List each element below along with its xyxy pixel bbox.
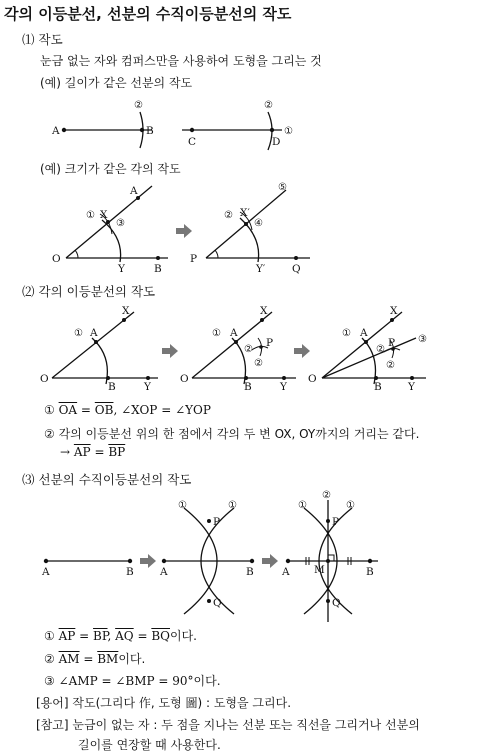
diagram-bisector-step-1	[40, 305, 158, 393]
bisector-property-text: 각의 이등분선 위의 한 점에서 각의 두 변 OX, OY까지의 거리는 같다.	[58, 427, 420, 441]
point-m	[326, 559, 330, 563]
step-2-label: ②	[244, 344, 253, 355]
step-2-label: ②	[254, 358, 263, 369]
diagram-perp-bisector-step-1	[41, 559, 134, 578]
label-q: Q	[332, 597, 341, 609]
step-3-label: ③	[418, 334, 427, 345]
label-m: M	[314, 564, 325, 576]
diagram-bisector-step-2	[180, 305, 296, 393]
angle-equality: , ∠XOP = ∠YOP	[113, 403, 211, 417]
point-b	[128, 559, 132, 563]
diagram-equal-segment-copy	[182, 100, 293, 150]
section-2-title: 각의 이등분선의 작도	[38, 284, 156, 299]
point-a	[234, 340, 238, 344]
step-2-label: ②	[376, 344, 385, 355]
label-b: B	[244, 381, 252, 393]
angle-mark	[75, 250, 78, 258]
arrow-icon	[140, 554, 156, 568]
item-number: ②	[44, 427, 55, 441]
label-a: A	[42, 566, 50, 578]
item-number: ①	[44, 629, 55, 643]
point-x	[390, 318, 394, 322]
step-1-label: ①	[228, 500, 237, 511]
segment-bq: $\overline{BQ}$	[151, 629, 170, 643]
label-b: B	[154, 263, 162, 275]
step-1-label: ①	[212, 328, 221, 339]
point-q	[294, 256, 298, 260]
label-b: B	[108, 381, 116, 393]
label-o: O	[308, 373, 317, 385]
section-2-number: ⑵	[22, 284, 35, 299]
label-a: A	[130, 185, 138, 197]
arrow-icon	[176, 224, 192, 238]
equals: =	[75, 629, 94, 643]
label-y: Y	[118, 263, 125, 275]
segment-ap: $\overline{AP}$	[58, 629, 76, 643]
point-b	[250, 559, 254, 563]
equals: =	[90, 445, 109, 459]
label-a: A	[90, 327, 98, 339]
label-p: P	[266, 337, 274, 349]
section-1-title: 작도	[38, 32, 63, 47]
segment-aq: $\overline{AQ}$	[115, 629, 134, 643]
example-2-caption: (예) 크기가 같은 각의 작도	[40, 162, 181, 176]
label-b: B	[246, 566, 254, 578]
step-1-label: ①	[284, 126, 293, 137]
definition-text: 눈금 없는 자와 컴퍼스만을 사용하여 도형을 그리는 것	[40, 54, 322, 68]
point-x	[122, 318, 126, 322]
item-number: ③	[44, 674, 55, 688]
step-3-label: ③	[116, 218, 125, 229]
note-line-2: 길이를 연장할 때 사용한다.	[78, 738, 221, 752]
step-2-label: ②	[322, 490, 331, 501]
label-q: Q	[213, 597, 222, 609]
label-q: Q	[292, 263, 301, 275]
segment-bp: $\overline{BP}$	[108, 445, 126, 459]
label-a: A	[52, 125, 60, 137]
label-x: X	[390, 305, 398, 317]
right-angle-statement: ∠AMP = ∠BMP = 90°이다.	[58, 674, 221, 688]
label-b: B	[146, 125, 154, 137]
item-number: ①	[44, 403, 55, 417]
arrow-right-2	[162, 344, 178, 358]
term-text: 작도(그리다 作, 도형 圖) : 도형을 그리다.	[72, 696, 292, 710]
segment-ap: $\overline{AP}$	[73, 445, 91, 459]
bisector-ray	[322, 338, 416, 378]
arrow-right-3	[294, 344, 310, 358]
segment-am: $\overline{AM}$	[58, 652, 80, 666]
step-1-label: ①	[346, 500, 355, 511]
diagram-perp-bisector-step-3	[281, 490, 378, 622]
point-x	[260, 318, 264, 322]
point-y	[146, 376, 150, 380]
label-x-prime: X′	[240, 207, 250, 219]
label-o: O	[40, 373, 49, 385]
point-p	[259, 345, 263, 349]
sentence-end: 이다.	[118, 652, 146, 666]
diagram-equal-angle-copy	[190, 182, 310, 275]
step-2-label: ②	[134, 100, 143, 111]
point-a	[44, 559, 48, 563]
label-b: B	[366, 566, 374, 578]
arrow-right-4	[140, 554, 156, 568]
point-p	[207, 519, 211, 523]
point-y	[410, 376, 414, 380]
label-d: D	[272, 136, 281, 148]
section-3-title: 선분의 수직이등분선의 작도	[38, 472, 192, 487]
point-p	[326, 519, 330, 523]
step-1-label: ①	[342, 328, 351, 339]
label-b: B	[126, 566, 134, 578]
step-1-label: ①	[178, 500, 187, 511]
label-p: P	[388, 337, 396, 349]
point-q	[326, 599, 330, 603]
point-b	[244, 376, 248, 380]
point-q	[207, 599, 211, 603]
point-a	[286, 559, 290, 563]
point-b	[106, 376, 110, 380]
label-p: P	[213, 516, 221, 528]
point-c	[190, 128, 194, 132]
page-title: 각의 이등분선, 선분의 수직이등분선의 작도	[4, 5, 292, 23]
arrow-icon	[162, 344, 178, 358]
ray-ox	[52, 312, 134, 378]
diagram-equal-segment-source	[51, 100, 154, 148]
arrow-icon	[294, 344, 310, 358]
label-x: X	[122, 305, 130, 317]
arrow-right-5	[262, 554, 278, 568]
label-b: B	[374, 381, 382, 393]
step-1-label: ①	[86, 210, 95, 221]
label-o: O	[180, 373, 189, 385]
step-5-label: ⑤	[278, 182, 287, 193]
point-a	[94, 340, 98, 344]
point-a	[62, 128, 66, 132]
term-tag: [용어]	[36, 696, 69, 710]
point-b	[374, 376, 378, 380]
label-a: A	[230, 327, 238, 339]
arrow-icon	[262, 554, 278, 568]
label-a: A	[160, 566, 168, 578]
diagram-equal-angle-source	[52, 185, 168, 275]
step-2-label: ②	[224, 210, 233, 221]
equals: =	[79, 652, 98, 666]
step-1-label: ①	[298, 500, 307, 511]
diagram-perp-bisector-step-2	[159, 500, 254, 614]
label-x: X	[260, 305, 268, 317]
label-p: P	[190, 253, 198, 265]
label-p: P	[332, 516, 340, 528]
label-c: C	[188, 136, 197, 148]
step-2-label: ②	[264, 100, 273, 111]
label-y: Y	[408, 381, 415, 393]
compass-arc	[362, 338, 376, 384]
item-number: ②	[44, 652, 55, 666]
angle-mark	[215, 250, 218, 258]
step-2-label: ②	[386, 360, 395, 371]
point-b	[368, 559, 372, 563]
label-o: O	[52, 253, 61, 265]
section-3-number: ⑶	[22, 472, 35, 487]
point-x-prime	[244, 222, 248, 226]
arrow-right-1	[176, 224, 192, 238]
label-a: A	[360, 327, 368, 339]
comma: ,	[107, 629, 116, 643]
compass-arc	[92, 338, 107, 384]
step-4-label: ④	[254, 218, 263, 229]
label-x: X	[100, 209, 108, 221]
segment-bm: $\overline{BM}$	[97, 652, 119, 666]
point-y	[282, 376, 286, 380]
segment-ob: $\overline{OB}$	[94, 403, 114, 417]
label-y: Y	[280, 381, 287, 393]
label-y-prime: Y′	[256, 263, 266, 275]
point-a	[162, 559, 166, 563]
label-y: Y	[144, 381, 151, 393]
label-a: A	[282, 566, 290, 578]
equals: =	[77, 403, 95, 417]
arrow-symbol: →	[60, 445, 74, 459]
diagram-bisector-step-3	[308, 305, 427, 393]
segment-oa: $\overline{OA}$	[58, 403, 78, 417]
sentence-end: 이다.	[170, 629, 197, 643]
segment-bp: $\overline{BP}$	[93, 629, 108, 643]
section-1-number: ⑴	[22, 32, 35, 47]
step-1-label: ①	[74, 328, 83, 339]
point-b	[156, 256, 160, 260]
point-a	[364, 340, 368, 344]
note-tag: [참고]	[36, 718, 69, 732]
equals: =	[133, 629, 152, 643]
example-1-caption: (예) 길이가 같은 선분의 작도	[40, 76, 193, 90]
note-line-1: 눈금이 없는 자 : 두 점을 지나는 선분 또는 직선을 그리거나 선분의	[72, 718, 420, 732]
